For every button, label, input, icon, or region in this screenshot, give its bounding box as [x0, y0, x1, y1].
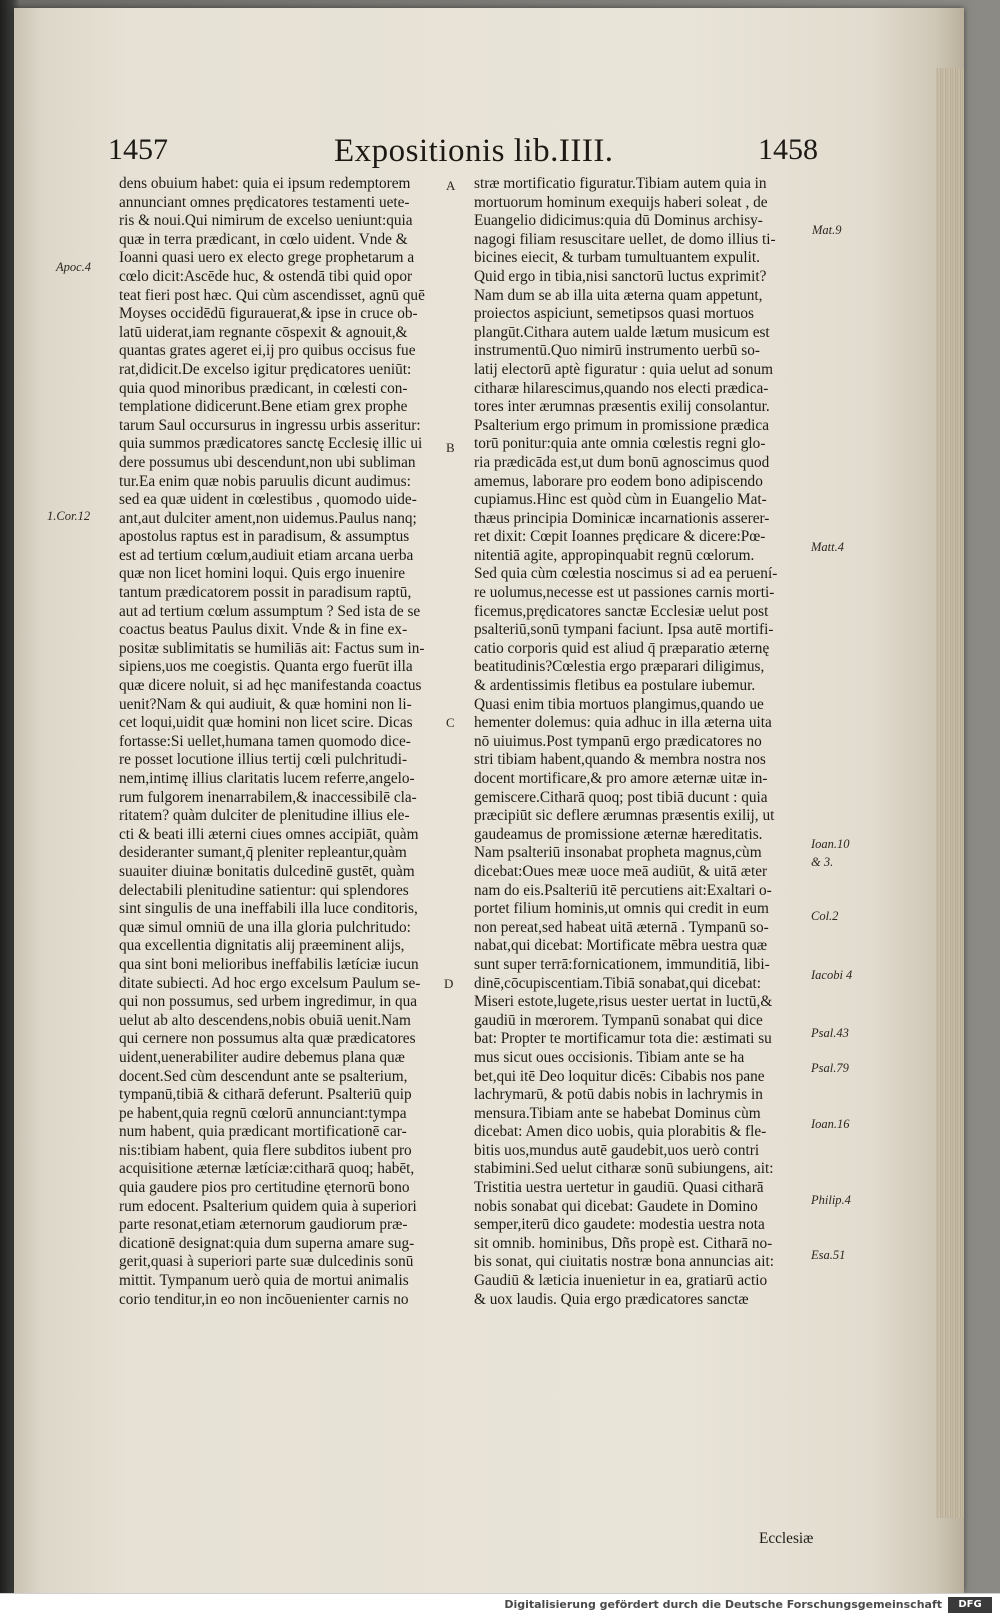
text-line: num habent, quia prædicant mortificationē car- [119, 1123, 407, 1141]
text-line: stabimini.Sed uelut citharæ sonū subiungens, ait: [474, 1160, 774, 1178]
text-line: Sed quia cùm cœlestia noscimus si ad ea peruení- [474, 565, 778, 583]
text-line: præcipiūt sic deflere ærumnas præsentis exilij, ut [474, 807, 775, 825]
text-line: gerit,quasi à superiori parte suæ dulcedinis sonū [119, 1253, 414, 1271]
catchword: Ecclesiæ [759, 1530, 814, 1547]
text-line: rat,didicit.De excelso igitur prędicatores ueniūt: [119, 360, 412, 378]
book-page [14, 8, 964, 1593]
text-line: dinē,cōcupiscentiam.Tibiā sonabat,qui dicebat: [474, 974, 762, 992]
text-line: sipiens,uos me coegistis. Quanta ergo fuerūt illa [119, 658, 413, 676]
text-line: semper,iterū dico gaudete: modestia uestra nota [474, 1216, 765, 1234]
margin-note-right: Philip.4 [811, 1193, 851, 1207]
text-line: mittit. Tympanum uerò quia de mortui animalis [119, 1272, 409, 1290]
text-line: sit omnib. hominibus, Dñs propè est. Citharā no- [474, 1234, 773, 1252]
text-line: tantum prædicatorem possit in paradisum raptū, [119, 584, 412, 602]
text-line: psalteriū,sonū tympani faciunt. Ipsa autē mortifi- [474, 621, 774, 639]
text-line: & uox laudis. Quia ergo prædicatores sanctæ [474, 1290, 749, 1308]
text-line: docent.Sed cùm descendunt ante se psalterium, [119, 1067, 408, 1085]
page-number-right: 1458 [758, 133, 818, 166]
digitization-footer [0, 1593, 1000, 1618]
text-line: Euangelio didicimus:quia dū Dominus archisy- [474, 212, 763, 230]
text-line: nabat,qui dicebat: Mortificate mēbra uestra quæ [474, 937, 768, 955]
text-line: acquisitione æternæ lætíciæ:citharā quoq; habēt, [119, 1160, 415, 1178]
text-line: delectabili plenitudine satientur: qui splendores [119, 881, 409, 899]
text-line: instrumentū.Quo nimirū instrumento uerbū so- [474, 342, 760, 360]
margin-note-right: Psal.43 [811, 1026, 849, 1040]
text-line: quæ non licet homini loqui. Quis ergo inuenire [119, 565, 406, 583]
text-line: dere possumus ubi descendunt,non ubi subliman [119, 453, 416, 471]
text-line: apostolus raptus est in paradisum, & assumptus [119, 528, 410, 546]
text-line: amemus, laborare pro eodem bono adipiscendo [474, 472, 763, 490]
section-marker-b: B [446, 440, 455, 455]
text-line: sed ea quæ uident in cœlestibus , quomodo uide- [119, 491, 417, 509]
text-line: rum fulgorem inenarrabilem,& inaccessibilē cla- [119, 788, 417, 806]
text-line: & ardentissimis fletibus ea postulare iubemur. [474, 677, 756, 695]
text-line: annunciant omnes prędicatores testamenti uete- [119, 193, 410, 211]
text-line: quæ in terra prædicant, in cœlo uident. Vnde & [119, 230, 408, 248]
margin-note-right: Col.2 [811, 909, 839, 923]
text-line: fortasse:Si uellet,humana tamen quomodo dice- [119, 732, 411, 750]
section-marker-d: D [444, 976, 454, 991]
text-line: nis:tibiam habent, quia flere subditos iubent pro [119, 1141, 412, 1159]
text-line: nitentiā agite, appropinquabit regnū cœlorum. [474, 546, 755, 564]
text-line: Quid ergo in tibia,nisi sanctorū luctus exprimit? [474, 267, 767, 285]
page-edges [936, 68, 964, 1518]
text-line: coactus beatus Paulus dixit. Vnde & in fine ex- [119, 621, 408, 639]
text-line: templatione didicerunt.Bene etiam grex prophe [119, 398, 408, 416]
text-line: ant,aut dulciter ament,non uidemus.Paulus nanq; [119, 509, 417, 527]
text-line: est ad tertium cœlum,audiuit etiam arcana uerba [119, 546, 414, 564]
text-line: cti & beati illi æterni ciues omnes accipiāt, quàm [119, 825, 419, 843]
text-line: teat fieri post hæc. Qui cùm ascendisset, agnū quē [119, 286, 425, 304]
text-line: nō uiuimus.Post tympanū ergo prædicatores no [474, 732, 762, 750]
margin-note-right: & 3. [811, 855, 834, 869]
text-line: ditate subiecti. Ad hoc ergo excelsum Paulum se- [119, 974, 421, 992]
text-line: mensura.Tibiam ante se habebat Dominus cùm [474, 1104, 761, 1122]
page-number-left: 1457 [108, 133, 168, 166]
text-line: bicines eiecit, & turbam tumultuantem expulit. [474, 249, 760, 267]
section-marker-a: A [446, 178, 456, 193]
text-line: cet loqui,uidit quæ homini non licet scire. Dicas [119, 714, 413, 732]
margin-note-right: Iacobi 4 [811, 968, 853, 982]
text-line: dicationē designat:quia dum superna amare sug- [119, 1234, 415, 1252]
text-line: proiectos aspiciunt, semetipsos quasi mortuos [474, 305, 754, 323]
text-line: parte resonat,etiam æternorum gaudiorum præ- [119, 1216, 408, 1234]
text-line: Ioanni quasi uero ex electo grege prophetarum a [119, 249, 415, 267]
text-line: cœlo dicit:Ascēde huc, & ostendā tibi quid opor [119, 267, 413, 285]
text-line: Nam psalteriū insonabat propheta magnus,cùm [474, 844, 762, 862]
text-line: nem,intimę illius claritatis lucem referre,angelo- [119, 770, 415, 787]
text-line: mus sicut oues occisionis. Tibiam ante se ha [474, 1048, 745, 1066]
text-column-left [119, 175, 454, 1309]
margin-note-left: 1.Cor.12 [47, 509, 91, 523]
text-line: quæ simul omniū de una illa gloria pulchritudo: [119, 918, 411, 936]
text-line: aut ad tertium cœlum assumptum ? Sed ista de se [119, 602, 421, 620]
text-column-right [474, 175, 809, 1309]
text-line: re uolumus,necesse est ut passiones carnis morti- [474, 584, 775, 602]
running-title: Expositionis lib.IIII. [334, 133, 614, 169]
text-line: uident,uenerabiliter audire debemus plana quæ [119, 1048, 405, 1066]
margin-note-right: Matt.4 [811, 540, 844, 554]
text-line: thæus principia Dominicæ incarnationis asserer- [474, 509, 770, 527]
text-line: Psalterium ergo primum in promissione prædica [474, 416, 769, 434]
text-line: docent mortificare,& pro amore æternæ uitæ in- [474, 770, 768, 787]
text-line: plangūt.Cithara autem ualde lætum musicum est [474, 323, 770, 341]
text-line: dens obuium habet: quia ei ipsum redemptorem [119, 175, 411, 192]
text-line: bet,qui itē Deo loquitur dicēs: Cibabis nos pane [474, 1067, 765, 1085]
text-line: Quasi enim tibia mortuos plangimus,quando ue [474, 695, 764, 713]
margin-note-right: Ioan.16 [811, 1117, 850, 1131]
text-line: quia quod minoribus prædicant, in cœlesti con- [119, 379, 408, 397]
text-line: hementer dolemus: quia adhuc in illa æterna uita [474, 714, 772, 732]
text-line: ris & noui.Qui nimirum de excelso ueniunt:quia [119, 212, 413, 230]
text-line: quæ dicere noluit, si ad hęc manifestanda coactus [119, 677, 422, 695]
margin-note-right: Esa.51 [811, 1248, 846, 1262]
footer-credit: Digitalisierung gefördert durch die Deutsche Forschungsgemeinschaft [504, 1598, 942, 1611]
text-line: rum edocent. Psalterium quidem quia à superiori [119, 1197, 417, 1215]
text-line: Tristitia uestra uertetur in gaudiū. Quasi citharā [474, 1179, 764, 1197]
margin-note-left: Apoc.4 [56, 260, 92, 274]
text-line: catio corporis quid est aliud q̄ præparatio æternę [474, 639, 770, 657]
section-marker-c: C [446, 715, 455, 730]
text-line: Gaudiū & læticia inuenietur in ea, gratiarū actio [474, 1272, 768, 1290]
text-line: qui cernere non possumus alta quæ prædicatores [119, 1030, 416, 1048]
margin-note-right: Mat.9 [812, 223, 842, 237]
text-line: torū ponitur:quia ante omnia cœlestis regni glo- [474, 435, 766, 453]
text-line: Moyses occidēdū figurauerat,& ipse in cruce ob- [119, 305, 418, 323]
text-line: Miseri estote,lugete,risus uester uertat in luctū,& [474, 993, 773, 1011]
dfg-logo-icon: DFG [948, 1597, 992, 1613]
text-line: sint singulis de una ineffabili illa luce conditoris, [119, 900, 418, 918]
text-line: tympanū,tibiā & citharā deferunt. Psalteriū quip [119, 1086, 412, 1104]
text-line: gemiscere.Citharā quoq; post tibiā ducunt : quia [474, 788, 768, 806]
text-line: Nam dum se ab illa uita æterna quam appetunt, [474, 286, 763, 304]
text-line: ria prædicāda est,ut dum bonū agnoscimus quod [474, 453, 770, 471]
text-line: tores inter ærumnas præsentis exilij consolantur. [474, 398, 770, 416]
text-line: ret dixit: Cœpit Ioannes prędicare & dicere:Pœ- [474, 528, 766, 546]
text-line: mortuorum hominum exequijs haberi soleat , de [474, 193, 768, 211]
text-line: ficemus,prędicatores sanctæ Ecclesiæ uelut post [474, 602, 769, 620]
text-line: pe habent,quia regnū cœlorū annunciant:tympa [119, 1104, 407, 1122]
text-line: re posset locutione illius tertij cœli pulchritudi- [119, 751, 408, 769]
text-line: gaudiū in mœrorem. Tympanū sonabat qui dice [474, 1011, 763, 1029]
text-line: stri tibiam habent,quando & membra nostra nos [474, 751, 766, 769]
text-line: lachrymarū, & potū dabis nobis in lachrymis in [474, 1086, 763, 1104]
text-line: nam do eis.Psalteriū itē percutiens ait:Exaltari o- [474, 881, 772, 899]
margin-note-right: Psal.79 [811, 1061, 849, 1075]
text-line: quia gaudere pios pro certitudine ęternorū bono [119, 1179, 410, 1197]
text-line: uelut ab alto descendens,nobis obuiā uenit.Nam [119, 1011, 411, 1029]
text-line: qui non possumus, sed urbem ingredimur, in qua [119, 993, 418, 1011]
text-line: latij electorū aptè figuratur : quia uelut ad sonum [474, 360, 774, 378]
text-line: quantas grates ageret ei,ij pro quibus occisus fue [119, 342, 416, 360]
text-line: tur.Ea enim quæ nobis paruulis dicunt audimus: [119, 472, 411, 490]
text-line: positæ sublimitatis se humiliās ait: Factus sum in- [119, 639, 425, 657]
text-line: non pereat,sed habeat uitā æternā . Tympanū so- [474, 918, 769, 936]
text-line: latū uiderat,iam regnante cōspexit & agnouit,& [119, 323, 408, 341]
text-line: corio tenditur,in eo non incōuenienter carnis no [119, 1290, 409, 1308]
text-line: dicebat: Amen dico uobis, quia plorabitis & fle- [474, 1123, 767, 1141]
text-line: bis sonat, qui ciuitatis nostræ bona annuncias ait: [474, 1253, 774, 1271]
text-line: beatitudinis?Cœlestia ergo præparari diligimus, [474, 658, 765, 676]
text-line: stræ mortificatio figuratur.Tibiam autem quia in [474, 175, 767, 192]
text-line: qua excellentia dignitatis alij præeminent alijs, [119, 937, 405, 955]
text-line: portet filium hominis,ut omnis qui credit in eum [474, 900, 769, 918]
text-line: bitis uos,mundus autē gaudebit,uos uerò contri [474, 1141, 760, 1159]
text-line: nobis sonabat qui dicebat: Gaudete in Domino [474, 1197, 758, 1215]
text-line: quia summos prædicatores sanctę Ecclesię illic ui [119, 435, 423, 453]
text-line: desideranter sumant,q̄ pleniter repleantur,quàm [119, 844, 407, 862]
text-line: dicebat:Oues meæ uoce meā audiūt, & uitā æter [474, 862, 768, 880]
text-line: uenit?Nam & qui audiuit, & quæ homini non li- [119, 695, 412, 713]
text-line: suauiter diuinæ bonitatis dulcedinē gustēt, quàm [119, 862, 415, 880]
margin-note-right: Ioan.10 [811, 837, 850, 851]
text-line: sunt super terrā:fornicationem, immunditiā, libi- [474, 955, 770, 973]
text-line: bat: Propter te mortificamur tota die: æstimati su [474, 1030, 772, 1048]
text-line: qua sint boni melioribus ineffabilis lætíciæ iucun [119, 955, 419, 973]
text-line: ritatem? quàm dulciter de plenitudine illius ele- [119, 807, 410, 825]
text-line: cupiamus.Hinc est quòd cùm in Euangelio Mat- [474, 491, 767, 509]
text-line: tarum Saul occursurus in ingressu urbis asseritur: [119, 416, 421, 434]
text-line: nagogi filiam resuscitare uellet, de domo illius ti- [474, 230, 776, 248]
text-line: citharæ hilarescimus,quando nos electi prædica- [474, 379, 769, 397]
text-line: gaudeamus de promissione æternæ hæreditatis. [474, 825, 763, 843]
